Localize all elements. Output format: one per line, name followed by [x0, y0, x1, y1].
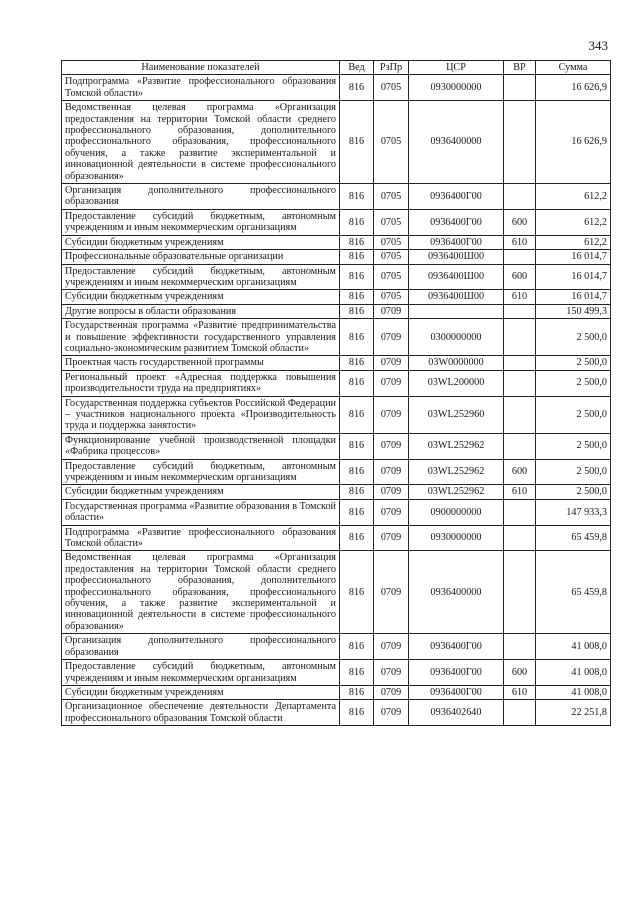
cell-ved: 816 [340, 264, 374, 290]
cell-ved: 816 [340, 485, 374, 499]
cell-name: Подпрограмма «Развитие профессионального образования Томской области» [62, 75, 340, 101]
cell-ved: 816 [340, 184, 374, 210]
cell-vr: 600 [504, 660, 536, 686]
cell-vr [504, 101, 536, 184]
cell-ved: 816 [340, 660, 374, 686]
cell-name: Предоставление субсидий бюджетным, автономным учреждениям и иным некоммерческим организациям [62, 459, 340, 485]
cell-vr: 610 [504, 235, 536, 249]
cell-sum: 22 251,8 [536, 700, 611, 726]
cell-vr: 600 [504, 459, 536, 485]
cell-name: Другие вопросы в области образования [62, 304, 340, 318]
cell-rzpr: 0709 [374, 551, 409, 634]
table-row [62, 304, 611, 318]
cell-csr: 0936400Ш00 [409, 250, 504, 264]
cell-rzpr: 0709 [374, 319, 409, 356]
cell-vr: 600 [504, 209, 536, 235]
cell-vr [504, 396, 536, 433]
cell-csr: 03WL252962 [409, 485, 504, 499]
cell-rzpr: 0709 [374, 634, 409, 660]
header-name: Наименование показателей [62, 61, 340, 75]
cell-csr: 0936402640 [409, 700, 504, 726]
cell-ved: 816 [340, 551, 374, 634]
cell-rzpr: 0705 [374, 209, 409, 235]
cell-name: Предоставление субсидий бюджетным, автономным учреждениям и иным некоммерческим организациям [62, 209, 340, 235]
cell-vr [504, 370, 536, 396]
table-row [62, 433, 611, 459]
cell-vr [504, 634, 536, 660]
cell-sum: 612,2 [536, 235, 611, 249]
cell-sum: 147 933,3 [536, 499, 611, 525]
cell-name: Субсидии бюджетным учреждениям [62, 290, 340, 304]
cell-ved: 816 [340, 433, 374, 459]
table-row [62, 356, 611, 370]
cell-ved: 816 [340, 101, 374, 184]
table-row [62, 459, 611, 485]
table-row [62, 319, 611, 356]
cell-rzpr: 0709 [374, 525, 409, 551]
cell-csr: 0936400000 [409, 551, 504, 634]
cell-ved: 816 [340, 459, 374, 485]
cell-vr [504, 525, 536, 551]
header-sum: Сумма [536, 61, 611, 75]
cell-csr: 0936400Г00 [409, 685, 504, 699]
table-row [62, 499, 611, 525]
cell-name: Подпрограмма «Развитие профессионального образования Томской области» [62, 525, 340, 551]
table-row [62, 551, 611, 634]
cell-csr: 0936400Г00 [409, 634, 504, 660]
cell-ved: 816 [340, 319, 374, 356]
cell-sum: 16 014,7 [536, 264, 611, 290]
cell-ved: 816 [340, 209, 374, 235]
cell-vr [504, 433, 536, 459]
cell-sum: 65 459,8 [536, 551, 611, 634]
table-row [62, 485, 611, 499]
cell-sum: 2 500,0 [536, 485, 611, 499]
cell-rzpr: 0705 [374, 264, 409, 290]
cell-rzpr: 0709 [374, 433, 409, 459]
cell-name: Организация дополнительного профессионального образования [62, 634, 340, 660]
cell-ved: 816 [340, 525, 374, 551]
cell-name: Государственная программа «Развитие предпринимательства и повышение эффективности государственного управления социально-экономическим развитием Томской области» [62, 319, 340, 356]
cell-csr: 03WL252962 [409, 459, 504, 485]
cell-rzpr: 0709 [374, 459, 409, 485]
cell-vr [504, 304, 536, 318]
cell-name: Предоставление субсидий бюджетным, автономным учреждениям и иным некоммерческим организациям [62, 264, 340, 290]
cell-csr: 0936400Г00 [409, 660, 504, 686]
cell-ved: 816 [340, 370, 374, 396]
table-header-row [62, 61, 611, 75]
cell-sum: 16 626,9 [536, 101, 611, 184]
cell-sum: 16 014,7 [536, 250, 611, 264]
cell-rzpr: 0709 [374, 660, 409, 686]
cell-name: Профессиональные образовательные организации [62, 250, 340, 264]
cell-vr [504, 551, 536, 634]
cell-ved: 816 [340, 304, 374, 318]
cell-csr: 03WL200000 [409, 370, 504, 396]
cell-name: Функционирование учебной производственной площадки «Фабрика процессов» [62, 433, 340, 459]
cell-csr: 03WL252960 [409, 396, 504, 433]
cell-rzpr: 0705 [374, 290, 409, 304]
table-body [62, 75, 611, 726]
cell-rzpr: 0709 [374, 685, 409, 699]
cell-ved: 816 [340, 290, 374, 304]
cell-rzpr: 0709 [374, 499, 409, 525]
cell-ved: 816 [340, 235, 374, 249]
cell-ved: 816 [340, 356, 374, 370]
cell-vr: 610 [504, 290, 536, 304]
table-row [62, 396, 611, 433]
cell-csr: 0900000000 [409, 499, 504, 525]
cell-rzpr: 0709 [374, 356, 409, 370]
table-row [62, 264, 611, 290]
cell-ved: 816 [340, 396, 374, 433]
table-row [62, 101, 611, 184]
table-row [62, 250, 611, 264]
cell-vr [504, 75, 536, 101]
cell-name: Ведомственная целевая программа «Организация предоставления на территории Томской области среднего профессионального образования, дополнительного профессионального образования, профессионального обучения, а также развитие экспериментальной и инновационной деятельности в системе профессионального образования» [62, 551, 340, 634]
cell-csr: 0936400Г00 [409, 235, 504, 249]
cell-sum: 41 008,0 [536, 685, 611, 699]
cell-vr: 610 [504, 485, 536, 499]
cell-sum: 2 500,0 [536, 396, 611, 433]
header-ved: Вед [340, 61, 374, 75]
cell-vr: 600 [504, 264, 536, 290]
cell-sum: 612,2 [536, 184, 611, 210]
cell-sum: 16 626,9 [536, 75, 611, 101]
cell-ved: 816 [340, 685, 374, 699]
cell-rzpr: 0709 [374, 396, 409, 433]
cell-name: Региональный проект «Адресная поддержка повышения производительности труда на предприятиях» [62, 370, 340, 396]
cell-name: Субсидии бюджетным учреждениям [62, 485, 340, 499]
cell-sum: 41 008,0 [536, 634, 611, 660]
cell-name: Государственная поддержка субъектов Российской Федерации – участников национального проекта «Производительность труда и поддержка занятости» [62, 396, 340, 433]
cell-rzpr: 0705 [374, 184, 409, 210]
cell-vr [504, 250, 536, 264]
cell-vr [504, 319, 536, 356]
cell-name: Организационное обеспечение деятельности Департамента профессионального образования Томской области [62, 700, 340, 726]
table-row [62, 75, 611, 101]
table-row [62, 525, 611, 551]
header-csr: ЦСР [409, 61, 504, 75]
cell-ved: 816 [340, 499, 374, 525]
cell-rzpr: 0705 [374, 235, 409, 249]
cell-csr [409, 304, 504, 318]
cell-rzpr: 0705 [374, 75, 409, 101]
cell-vr [504, 700, 536, 726]
cell-vr [504, 356, 536, 370]
cell-ved: 816 [340, 75, 374, 101]
cell-sum: 2 500,0 [536, 319, 611, 356]
cell-ved: 816 [340, 250, 374, 264]
cell-vr: 610 [504, 685, 536, 699]
cell-rzpr: 0709 [374, 370, 409, 396]
cell-sum: 2 500,0 [536, 459, 611, 485]
cell-rzpr: 0705 [374, 250, 409, 264]
cell-sum: 16 014,7 [536, 290, 611, 304]
cell-name: Проектная часть государственной программы [62, 356, 340, 370]
cell-rzpr: 0709 [374, 700, 409, 726]
page-number: 343 [588, 38, 608, 53]
cell-sum: 65 459,8 [536, 525, 611, 551]
table-row [62, 370, 611, 396]
cell-name: Субсидии бюджетным учреждениям [62, 235, 340, 249]
cell-vr [504, 184, 536, 210]
table-row [62, 184, 611, 210]
cell-csr: 0936400Ш00 [409, 264, 504, 290]
cell-csr: 0930000000 [409, 75, 504, 101]
budget-table [61, 60, 611, 726]
cell-name: Предоставление субсидий бюджетным, автономным учреждениям и иным некоммерческим организациям [62, 660, 340, 686]
cell-vr [504, 499, 536, 525]
cell-name: Государственная программа «Развитие образования в Томской области» [62, 499, 340, 525]
cell-csr: 0930000000 [409, 525, 504, 551]
cell-rzpr: 0709 [374, 304, 409, 318]
cell-sum: 2 500,0 [536, 356, 611, 370]
table-row [62, 634, 611, 660]
cell-csr: 0936400Г00 [409, 184, 504, 210]
cell-sum: 2 500,0 [536, 433, 611, 459]
cell-ved: 816 [340, 634, 374, 660]
table-row [62, 209, 611, 235]
cell-rzpr: 0705 [374, 101, 409, 184]
cell-csr: 03WL252962 [409, 433, 504, 459]
table-row [62, 235, 611, 249]
cell-csr: 0300000000 [409, 319, 504, 356]
cell-name: Ведомственная целевая программа «Организация предоставления на территории Томской области среднего профессионального образования, дополнительного профессионального образования, профессионального обучения, а также развитие экспериментальной и инновационной деятельности в системе профессионального образования» [62, 101, 340, 184]
cell-csr: 0936400Г00 [409, 209, 504, 235]
cell-csr: 0936400Ш00 [409, 290, 504, 304]
table-row [62, 700, 611, 726]
table-row [62, 660, 611, 686]
cell-rzpr: 0709 [374, 485, 409, 499]
table-row [62, 290, 611, 304]
cell-sum: 2 500,0 [536, 370, 611, 396]
cell-csr: 03W0000000 [409, 356, 504, 370]
cell-sum: 41 008,0 [536, 660, 611, 686]
header-rzpr: РзПр [374, 61, 409, 75]
table-row [62, 685, 611, 699]
cell-ved: 816 [340, 700, 374, 726]
cell-csr: 0936400000 [409, 101, 504, 184]
header-vr: ВР [504, 61, 536, 75]
cell-sum: 150 499,3 [536, 304, 611, 318]
cell-name: Субсидии бюджетным учреждениям [62, 685, 340, 699]
cell-sum: 612,2 [536, 209, 611, 235]
cell-name: Организация дополнительного профессионального образования [62, 184, 340, 210]
